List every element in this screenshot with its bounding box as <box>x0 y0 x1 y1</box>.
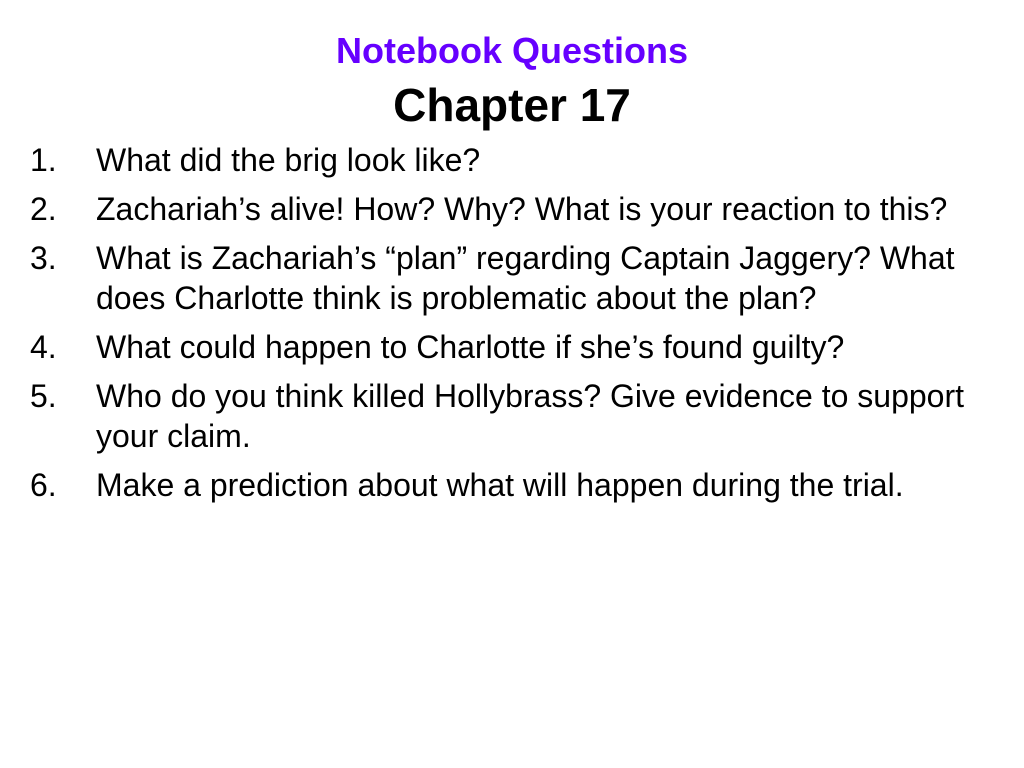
question-number: 4. <box>30 329 57 365</box>
question-text: Make a prediction about what will happen during the trial. <box>96 467 904 503</box>
question-text: Zachariah’s alive! How? Why? What is your reaction to this? <box>96 191 948 227</box>
question-number: 5. <box>30 378 57 414</box>
question-text: What did the brig look like? <box>96 142 481 178</box>
question-number: 1. <box>30 142 57 178</box>
question-number: 2. <box>30 191 57 227</box>
question-number: 3. <box>30 240 57 276</box>
question-text: What is Zachariah’s “plan” regarding Captain Jaggery? What does Charlotte think is problematic about the plan? <box>96 240 955 316</box>
list-item <box>30 327 990 367</box>
list-item <box>30 189 990 229</box>
list-item <box>30 238 990 318</box>
list-item <box>30 376 990 456</box>
question-text: Who do you think killed Hollybrass? Give evidence to support your claim. <box>96 378 964 454</box>
list-item <box>30 465 990 505</box>
title-block <box>0 28 1024 136</box>
list-item <box>30 140 990 180</box>
question-text: What could happen to Charlotte if she’s found guilty? <box>96 329 845 365</box>
slide-title: Notebook Questions <box>335 30 689 71</box>
question-list <box>30 140 990 514</box>
slide-subtitle: Chapter 17 <box>393 79 631 131</box>
question-number: 6. <box>30 467 57 503</box>
